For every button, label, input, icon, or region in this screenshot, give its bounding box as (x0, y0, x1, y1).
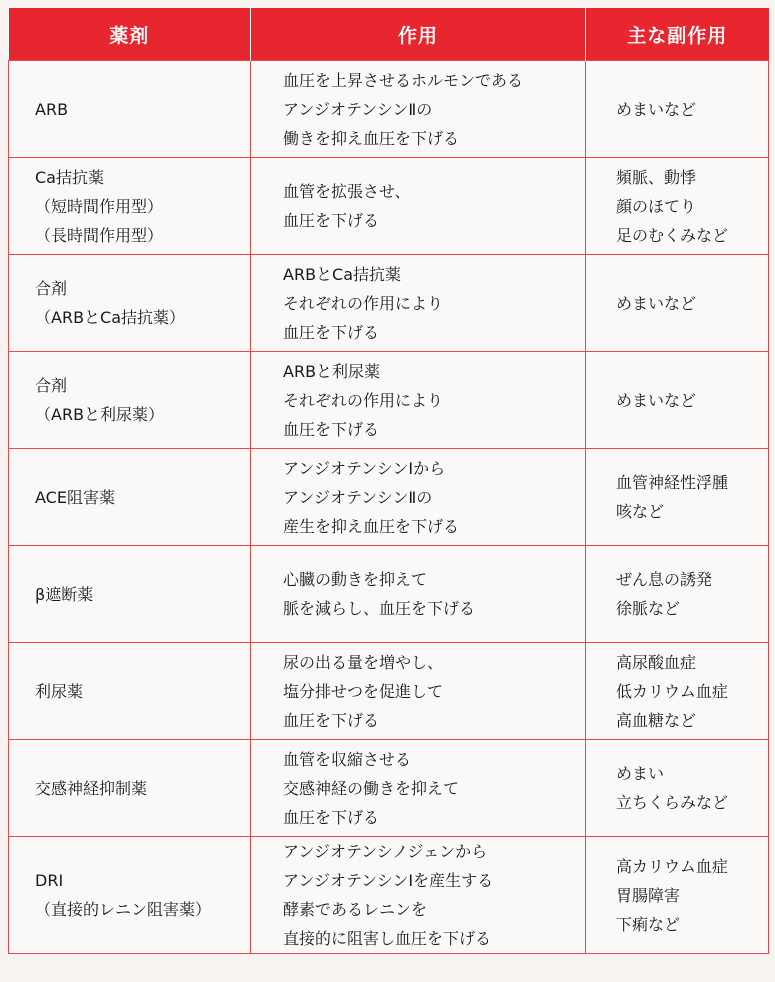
action-cell (251, 352, 586, 449)
drug-name-line: ACE阻害薬 (35, 487, 115, 507)
table-row (9, 255, 769, 352)
action-line: 血管を拡張させ、 (283, 182, 411, 201)
action-line: 血圧を下げる (283, 419, 380, 439)
side-effect-cell (586, 61, 769, 158)
side-effect-cell (586, 158, 769, 255)
action-line: 血圧を上昇させるホルモンである (283, 70, 524, 90)
drug-name-cell (9, 352, 251, 449)
side-effect-line: 下痢など (616, 914, 681, 934)
drug-name-cell (9, 449, 251, 546)
action-cell (251, 740, 586, 837)
action-cell (251, 158, 586, 255)
action-line: 血圧を下げる (283, 710, 380, 730)
action-line: ARBと利尿薬 (283, 361, 381, 381)
header-drug: 薬剤 (9, 8, 251, 61)
drug-name-cell (9, 837, 251, 954)
side-effect-cell (586, 449, 769, 546)
drug-name-line: 利尿薬 (35, 681, 84, 701)
action-line: アンジオテンシンⅡの (283, 487, 433, 507)
action-line: アンジオテンシンⅠを産生する (283, 871, 494, 890)
drug-name-cell (9, 643, 251, 740)
table-row (9, 352, 769, 449)
action-line: 交感神経の働きを抑えて (283, 778, 460, 798)
action-cell (251, 449, 586, 546)
action-line: 酵素であるレニンを (283, 900, 428, 919)
action-line: 脈を減らし、血圧を下げる (283, 599, 476, 618)
side-effect-line: 徐脈など (616, 599, 681, 618)
table-row (9, 740, 769, 837)
action-line: 血圧を下げる (283, 211, 380, 230)
action-line: アンジオテンシンⅠから (283, 458, 446, 478)
drug-name-line: （直接的レニン阻害薬） (35, 900, 212, 919)
side-effect-cell (586, 740, 769, 837)
side-effect-line: 高カリウム血症 (616, 856, 728, 876)
drug-name-line: 合剤 (35, 376, 68, 395)
drug-name-line: 交感神経抑制薬 (35, 778, 148, 798)
action-cell (251, 255, 586, 352)
side-effect-cell (586, 255, 769, 352)
action-line: 働きを抑え血圧を下げる (283, 128, 460, 148)
side-effect-line: めまいなど (616, 293, 697, 313)
side-effect-line: 高血糖など (616, 710, 697, 730)
action-line: 塩分排せつを促進して (283, 681, 444, 701)
side-effect-cell (586, 546, 769, 643)
action-line: アンジオテンシノジェンから (283, 842, 488, 861)
side-effect-line: 胃腸障害 (616, 885, 681, 905)
side-effect-line: ぜん息の誘発 (616, 570, 713, 589)
action-line: 血圧を下げる (283, 322, 380, 342)
side-effect-line: 顔のほてり (616, 196, 697, 216)
drug-name-cell (9, 61, 251, 158)
action-cell (251, 643, 586, 740)
side-effect-line: 頻脈、動悸 (616, 167, 697, 187)
drug-name-cell (9, 740, 251, 837)
drug-name-line: （長時間作用型） (35, 225, 164, 245)
side-effect-line: めまい (616, 764, 665, 783)
table-row (9, 449, 769, 546)
drug-name-cell (9, 255, 251, 352)
action-line: 心臓の動きを抑えて (283, 570, 428, 589)
side-effect-line: 血管神経性浮腫 (616, 473, 729, 492)
action-line: ARBとCa拮抗薬 (283, 264, 402, 284)
side-effect-cell (586, 643, 769, 740)
action-line: それぞれの作用により (283, 390, 444, 410)
action-line: 血管を収縮させる (283, 749, 412, 769)
action-line: それぞれの作用により (283, 293, 444, 313)
action-line: 産生を抑え血圧を下げる (283, 516, 460, 536)
action-cell (251, 837, 586, 954)
side-effect-line: 低カリウム血症 (616, 681, 728, 701)
drug-name-line: （ARBと利尿薬） (35, 405, 165, 424)
action-cell (251, 61, 586, 158)
side-effect-line: めまいなど (616, 99, 697, 119)
drug-name-line: β遮断薬 (35, 584, 94, 604)
action-line: 血圧を下げる (283, 807, 380, 827)
table-header-row (9, 8, 769, 61)
side-effect-line: めまいなど (616, 390, 697, 410)
table-row (9, 643, 769, 740)
side-effect-line: 立ちくらみなど (616, 793, 729, 812)
action-line: アンジオテンシンⅡの (283, 99, 433, 119)
drug-name-cell (9, 158, 251, 255)
table-row (9, 61, 769, 158)
drug-name-line: DRI (35, 871, 64, 890)
action-cell (251, 546, 586, 643)
antihypertensive-drug-table (8, 8, 769, 954)
side-effect-line: 咳など (616, 502, 665, 521)
drug-name-line: 合剤 (35, 279, 68, 298)
action-line: 尿の出る量を増やし、 (283, 652, 444, 672)
action-line: 直接的に阻害し血圧を下げる (283, 929, 492, 948)
table-row (9, 546, 769, 643)
header-side-effects: 主な副作用 (586, 8, 769, 61)
drug-name-line: （ARBとCa拮抗薬） (35, 308, 186, 327)
drug-name-line: Ca拮抗薬 (35, 167, 104, 187)
table-body (9, 61, 769, 954)
drug-name-cell (9, 546, 251, 643)
side-effect-line: 足のむくみなど (616, 225, 729, 245)
table-row (9, 837, 769, 954)
drug-name-line: ARB (35, 99, 69, 119)
side-effect-cell (586, 352, 769, 449)
drug-name-line: （短時間作用型） (35, 196, 164, 216)
side-effect-cell (586, 837, 769, 954)
side-effect-line: 高尿酸血症 (616, 652, 697, 672)
header-action: 作用 (251, 8, 586, 61)
table-row (9, 158, 769, 255)
